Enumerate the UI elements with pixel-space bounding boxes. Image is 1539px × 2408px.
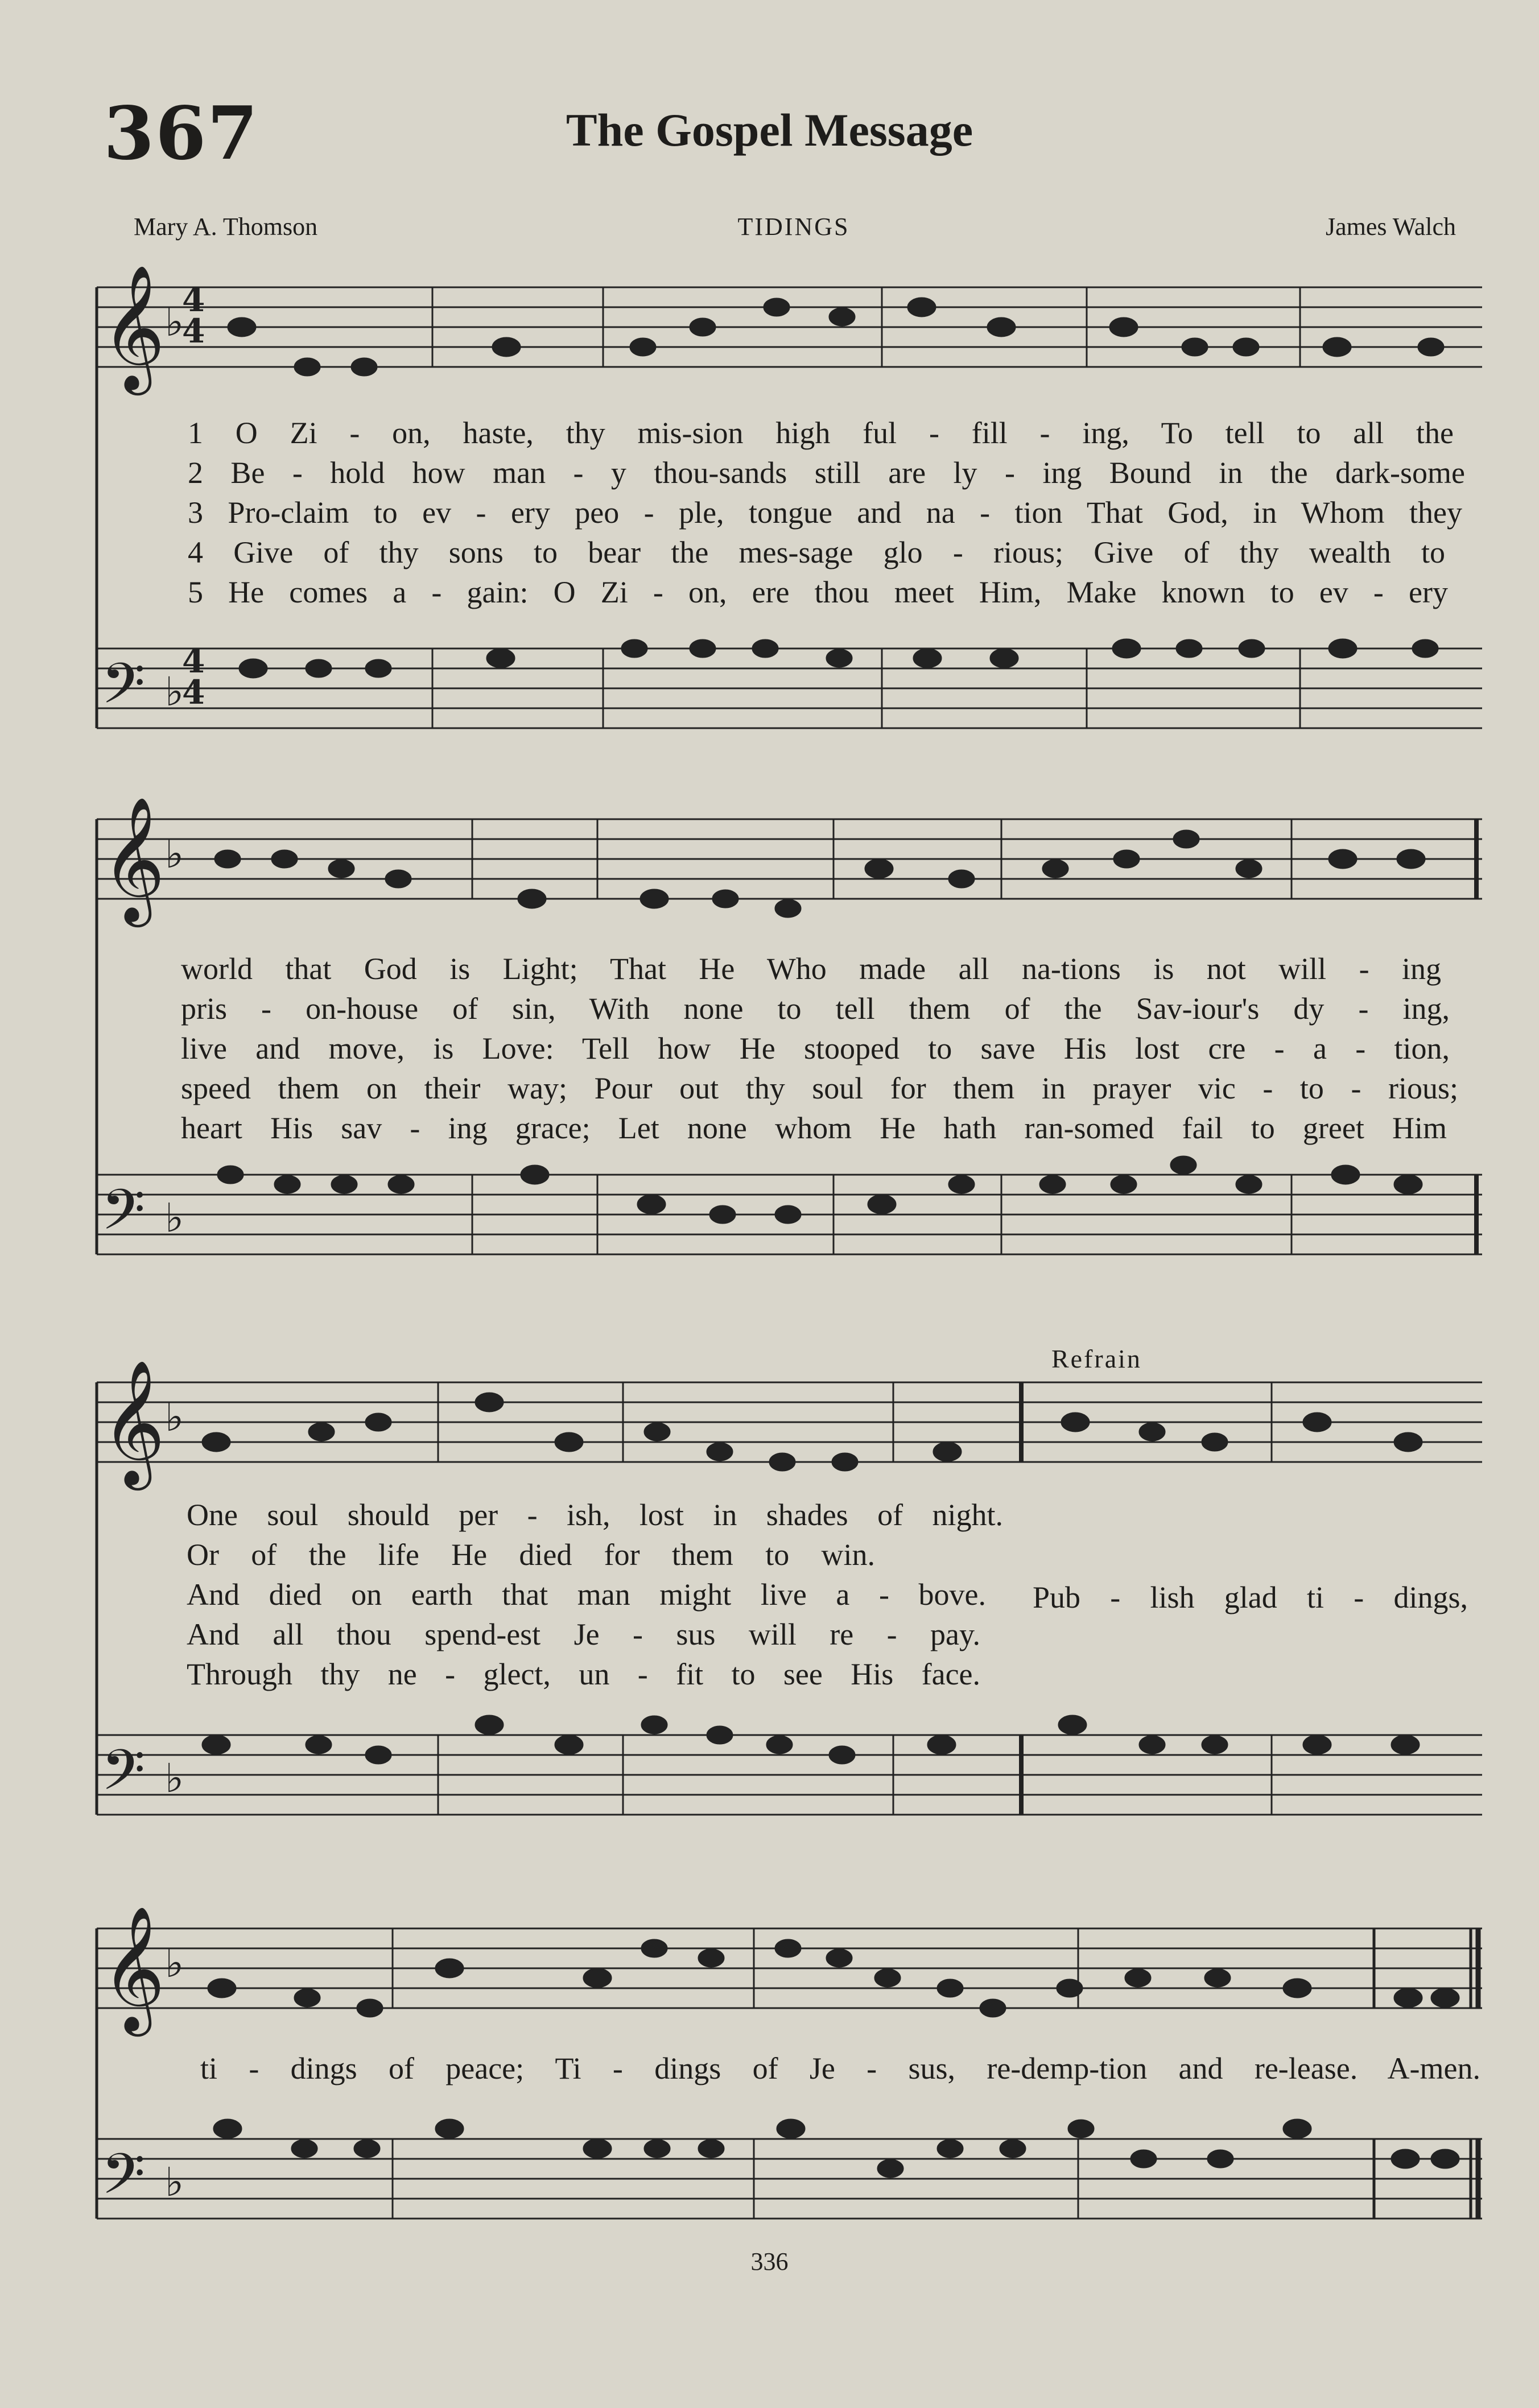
composer-credit: James Walch	[1325, 213, 1456, 241]
verse-3-line-3: And died on earth that man might live a - bove.	[187, 1577, 986, 1612]
author-credit: Mary A. Thomson	[134, 213, 318, 241]
svg-text:𝄞: 𝄞	[101, 1905, 166, 2031]
svg-text:♭: ♭	[165, 668, 184, 715]
svg-text:♭: ♭	[165, 1940, 184, 1986]
svg-text:♭: ♭	[165, 299, 184, 345]
verse-1-line-1: 1 O Zi - on, haste, thy mis-sion high ful - fill - ing, To tell to all the	[188, 416, 1454, 450]
refrain-text-line-1: Pub - lish glad ti - dings,	[1033, 1580, 1468, 1614]
hymn-title: The Gospel Message	[566, 104, 973, 156]
verse-2-line-3: Or of the life He died for them to win.	[187, 1538, 875, 1572]
treble-clef-icon: 𝄞	[101, 264, 166, 390]
verse-5-line-3: Through thy ne - glect, un - fit to see His face.	[187, 1657, 980, 1691]
bass-staff-1	[97, 649, 1482, 728]
svg-text:4: 4	[182, 280, 205, 319]
verse-4-line-2: speed them on their way; Pour out thy soul for them in prayer vic - to - rious;	[181, 1071, 1458, 1105]
svg-text:♭: ♭	[165, 831, 184, 877]
verse-5-line-2: heart His sav - ing grace; Let none whom He hath ran-somed fail to greet Him	[181, 1111, 1447, 1145]
svg-text:4: 4	[182, 312, 205, 350]
svg-text:♭: ♭	[165, 1394, 184, 1440]
verse-3-line-2: live and move, is Love: Tell how He stooped to save His lost cre - a - tion,	[181, 1031, 1450, 1065]
bass-clef-icon: 𝄢	[101, 651, 146, 730]
svg-text:𝄞: 𝄞	[101, 1359, 166, 1485]
svg-text:𝄢: 𝄢	[101, 1738, 146, 1817]
verse-4-line-3: And all thou spend-est Je - sus will re - pay.	[187, 1617, 980, 1651]
verse-3-line-1: 3 Pro-claim to ev - ery peo - ple, tongue and na - tion That God, in Whom they	[188, 495, 1462, 530]
svg-text:𝄢: 𝄢	[101, 2142, 146, 2221]
page-number: 336	[750, 2248, 789, 2275]
tune-name: TIDINGS	[737, 213, 850, 241]
refrain-text-line-2: ti - dings of peace; Ti - dings of Je - sus, re-demp-tion and re-lease. A-men.	[200, 2051, 1480, 2085]
svg-text:4: 4	[182, 673, 205, 712]
verse-5-line-1: 5 He comes a - gain: O Zi - on, ere thou meet Him, Make known to ev - ery	[188, 575, 1448, 609]
hymn-number: 367	[104, 91, 259, 176]
svg-text:♭: ♭	[165, 1195, 184, 1241]
svg-text:𝄞: 𝄞	[101, 796, 166, 922]
treble-staff-1	[97, 287, 1482, 367]
verse-1-line-2: world that God is Light; That He Who made all na-tions is not will - ing	[181, 952, 1441, 986]
verse-1-line-3: One soul should per - ish, lost in shades of night.	[187, 1498, 1003, 1532]
svg-text:4: 4	[182, 642, 205, 680]
verse-2-line-2: pris - on-house of sin, With none to tell them of the Sav-iour's dy - ing,	[181, 992, 1450, 1026]
svg-text:♭: ♭	[165, 1755, 184, 1802]
verse-4-line-1: 4 Give of thy sons to bear the mes-sage glo - rious; Give of thy wealth to	[188, 535, 1445, 569]
treble-staff-2	[97, 819, 1482, 899]
svg-text:𝄢: 𝄢	[101, 1178, 146, 1257]
svg-text:♭: ♭	[165, 2159, 184, 2205]
treble-staff-3	[97, 1382, 1482, 1462]
verse-2-line-1: 2 Be - hold how man - y thou-sands still are ly - ing Bound in the dark-some	[188, 456, 1465, 490]
refrain-label: Refrain	[1051, 1344, 1142, 1373]
